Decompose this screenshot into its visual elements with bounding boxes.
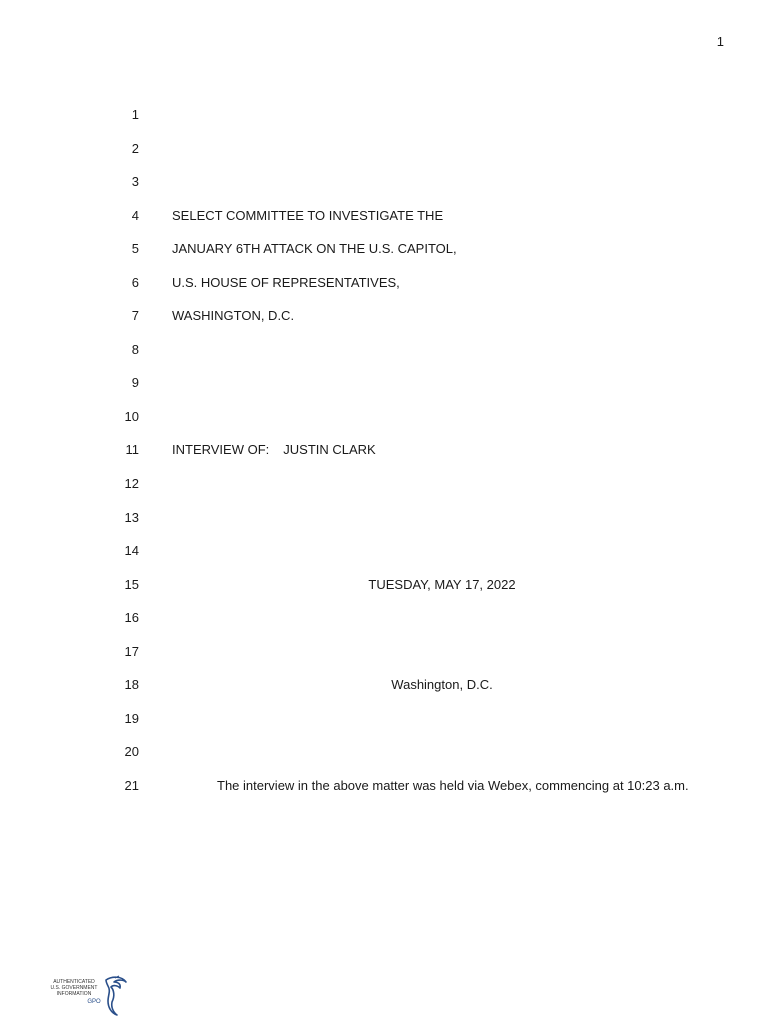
interview-location: Washington, D.C. [391,677,493,692]
transcript-line [0,608,768,628]
line-number: 10 [124,409,139,424]
line-number: 9 [131,375,139,390]
transcript-line [0,675,768,695]
transcript-line [0,575,768,595]
line-number: 1 [131,107,139,122]
transcript-line [0,239,768,259]
transcript-line [0,474,768,494]
line-number: 19 [124,711,139,726]
line-number: 2 [131,141,139,156]
interview-statement: The interview in the above matter was held via Webex, commencing at 10:23 a.m. [217,778,689,793]
interview-label: INTERVIEW OF: [172,442,270,457]
line-number: 13 [124,510,139,525]
line-number: 4 [131,208,139,223]
line-number: 14 [124,543,139,558]
transcript-line [0,340,768,360]
line-number: 11 [125,442,139,457]
logo-line: INFORMATION [56,991,92,997]
line-number: 6 [131,275,139,290]
committee-title-line: SELECT COMMITTEE TO INVESTIGATE THE [172,208,444,223]
line-number: 16 [124,610,139,625]
transcript-line [0,139,768,159]
line-number: 3 [131,174,139,189]
transcript-line [0,105,768,125]
line-number: 7 [131,308,139,323]
transcript-line [0,742,768,762]
interview-date: TUESDAY, MAY 17, 2022 [368,577,516,592]
transcript-line [0,172,768,192]
transcript-line [0,206,768,226]
transcript-line [0,440,768,460]
line-number: 5 [131,241,139,256]
transcript-line [0,373,768,393]
logo-line: AUTHENTICATED [53,979,95,985]
line-number: 20 [124,744,139,759]
line-number: 8 [131,342,139,357]
logo-brand: GPO [87,999,101,1005]
transcript-line [0,407,768,427]
page-number: 1 [716,34,724,49]
transcript-line [0,776,768,796]
line-number: 18 [124,677,139,692]
line-number: 12 [124,476,139,491]
transcript-line [0,273,768,293]
gpo-eagle-icon [102,974,128,1016]
transcript-line [0,642,768,662]
transcript-line [0,541,768,561]
line-number: 17 [124,644,139,659]
transcript-line [0,306,768,326]
committee-title-line: WASHINGTON, D.C. [172,308,295,323]
committee-title-line: U.S. HOUSE OF REPRESENTATIVES, [172,275,400,290]
transcript-line [0,709,768,729]
committee-title-line: JANUARY 6TH ATTACK ON THE U.S. CAPITOL, [172,241,457,256]
gpo-authentication-logo [44,974,128,1018]
transcript-line [0,508,768,528]
interview-line [172,440,376,460]
interviewee-name: JUSTIN CLARK [283,442,376,457]
line-number: 15 [124,577,139,592]
logo-line: U.S. GOVERNMENT [50,985,98,991]
line-number: 21 [124,778,139,793]
